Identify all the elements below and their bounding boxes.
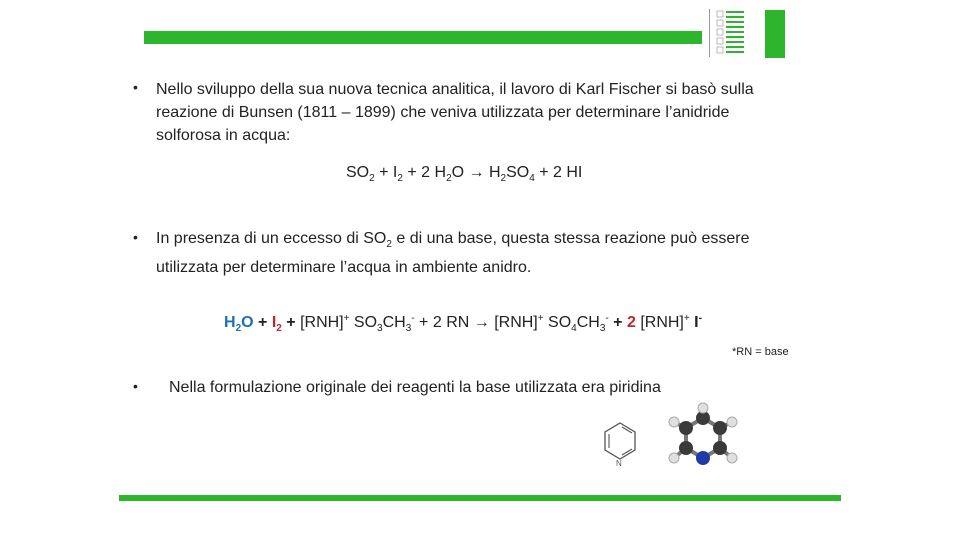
logo-stripes-icon — [709, 9, 747, 57]
header-green-bar — [144, 31, 702, 44]
reaction-arrow-icon: → — [468, 164, 485, 181]
reaction-arrow-icon: → — [473, 314, 490, 331]
pyridine-structure-icon — [598, 418, 642, 468]
bullet-dot-2: • — [133, 229, 138, 245]
base-note: *RN = base — [732, 346, 789, 358]
bullet-2-text: In presenza di un eccesso di $SO_2$ e di una base, questa stessa reazione può essere utilizzata per determinare l’acqua in ambiente anidro. — [156, 230, 750, 277]
footer-green-bar — [119, 495, 841, 501]
bullet-dot-1: • — [133, 79, 138, 95]
equation-karl-fischer: $H_2O + I_2 + [RNH]^+$ $SO_3CH_3^- + 2$ RN → [RNH]+ $SO_4CH_3^- + 2$ [RNH]+ I- — [224, 313, 702, 334]
bullet-3-text: Nella formulazione originale dei reagenti la base utilizzata era piridina — [169, 379, 661, 396]
bullet-dot-3: • — [133, 378, 138, 394]
logo-block — [765, 10, 785, 58]
equation-bunsen: $SO_2 + I_2 + 2$ $H_2O \to H_2SO_4 + 2$ HI — [346, 164, 583, 184]
nitrogen-label: N — [616, 459, 622, 468]
bullet-1-text: Nello sviluppo della sua nuova tecnica analitica, il lavoro di Karl Fischer si basò sulla reazione di Bunsen (1811 – 1899) che veniva utilizzata per determinare l’anidride solforosa in acqua: — [156, 81, 754, 144]
pyridine-3d-model-icon — [662, 402, 744, 472]
